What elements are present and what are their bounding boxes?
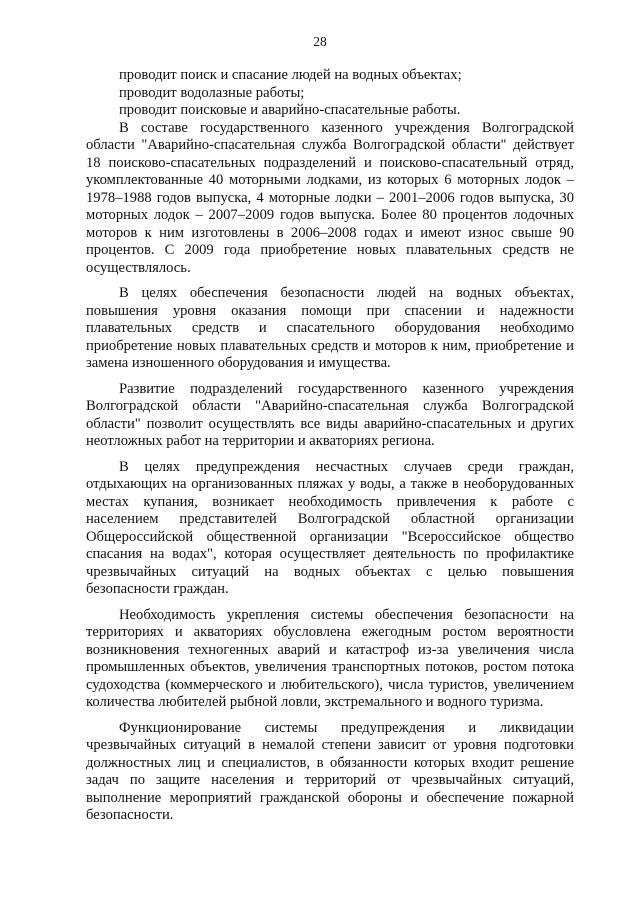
paragraph-search-rescue: проводит поиск и спасание людей на водных объектах;	[119, 67, 462, 83]
paragraph-functioning: Функционирование системы предупреждения и ликвидации чрезвычайных ситуаций в немалой степени зависит от уровня подготовки должностных лиц и специалистов, в обязанности которых входит решение задач по защите населения и территорий от чрезвычайных ситуаций, выполнение мероприятий гражданской обороны и обеспечение пожарной безопасности.	[86, 719, 574, 823]
document-body	[86, 67, 574, 825]
paragraph-rescue-works: проводит поисковые и аварийно-спасательные работы.	[119, 102, 461, 118]
paragraph-development: Развитие подразделений государственного казенного учреждения Волгоградской области "Аварийно-спасательная служба Волгоградской области" позволит осуществлять все виды аварийно-спасательных и других неотложных работ на территории и акваториях региона.	[86, 380, 574, 449]
page-number: 28	[313, 34, 327, 49]
paragraph-institution-composition: В составе государственного казенного учреждения Волгоградской области "Аварийно-спасательная служба Волгоградской области" действует 18 поисково-спасательных подразделений и поисково-спасательный отряд, укомплектованные 40 моторными лодками, из которых 6 моторных лодок – 1978–1988 годов выпуска, 4 моторные лодки – 2001–2006 годов выпуска, 30 моторных лодок – 2007–2009 годов выпуска. Более 80 процентов лодочных моторов к ним изготовлены в 2006–2008 годах и имеют износ свыше 90 процентов. С 2009 года приобретение новых плавательных средств не осуществлялось.	[86, 119, 574, 276]
paragraph-necessity: Необходимость укрепления системы обеспечения безопасности на территориях и акваториях обусловлена ежегодным ростом вероятности возникновения техногенных аварий и катастроф из-за увеличения числа промышленных объектов, увеличения транспортных потоков, ростом потока судоходства (коммерческого и любительского), числа туристов, увеличением количества любителей рыбной ловли, экстремального и водного туризма.	[86, 606, 574, 710]
paragraph-diving: проводит водолазные работы;	[119, 84, 305, 101]
paragraph-safety-purposes: В целях обеспечения безопасности людей на водных объектах, повышения уровня оказания помощи при спасении и надежности плавательных средств и спасательного оборудования необходимо приобретение новых плавательных средств и моторов к ним, приобретение и замена изношенного оборудования и имущества.	[86, 285, 574, 371]
paragraph-accident-prevention: В целях предупреждения несчастных случаев среди граждан, отдыхающих на организованных пляжах у воды, а также в необорудованных местах купания, возникает необходимость привлечения к работе с населением представителей Волгоградской областной организации Общероссийской общественной организации "Всероссийское общество спасания на водах", которая осуществляет деятельность по профилактике чрезвычайных ситуаций на водных объектах с целью повышения безопасности граждан.	[86, 458, 574, 597]
